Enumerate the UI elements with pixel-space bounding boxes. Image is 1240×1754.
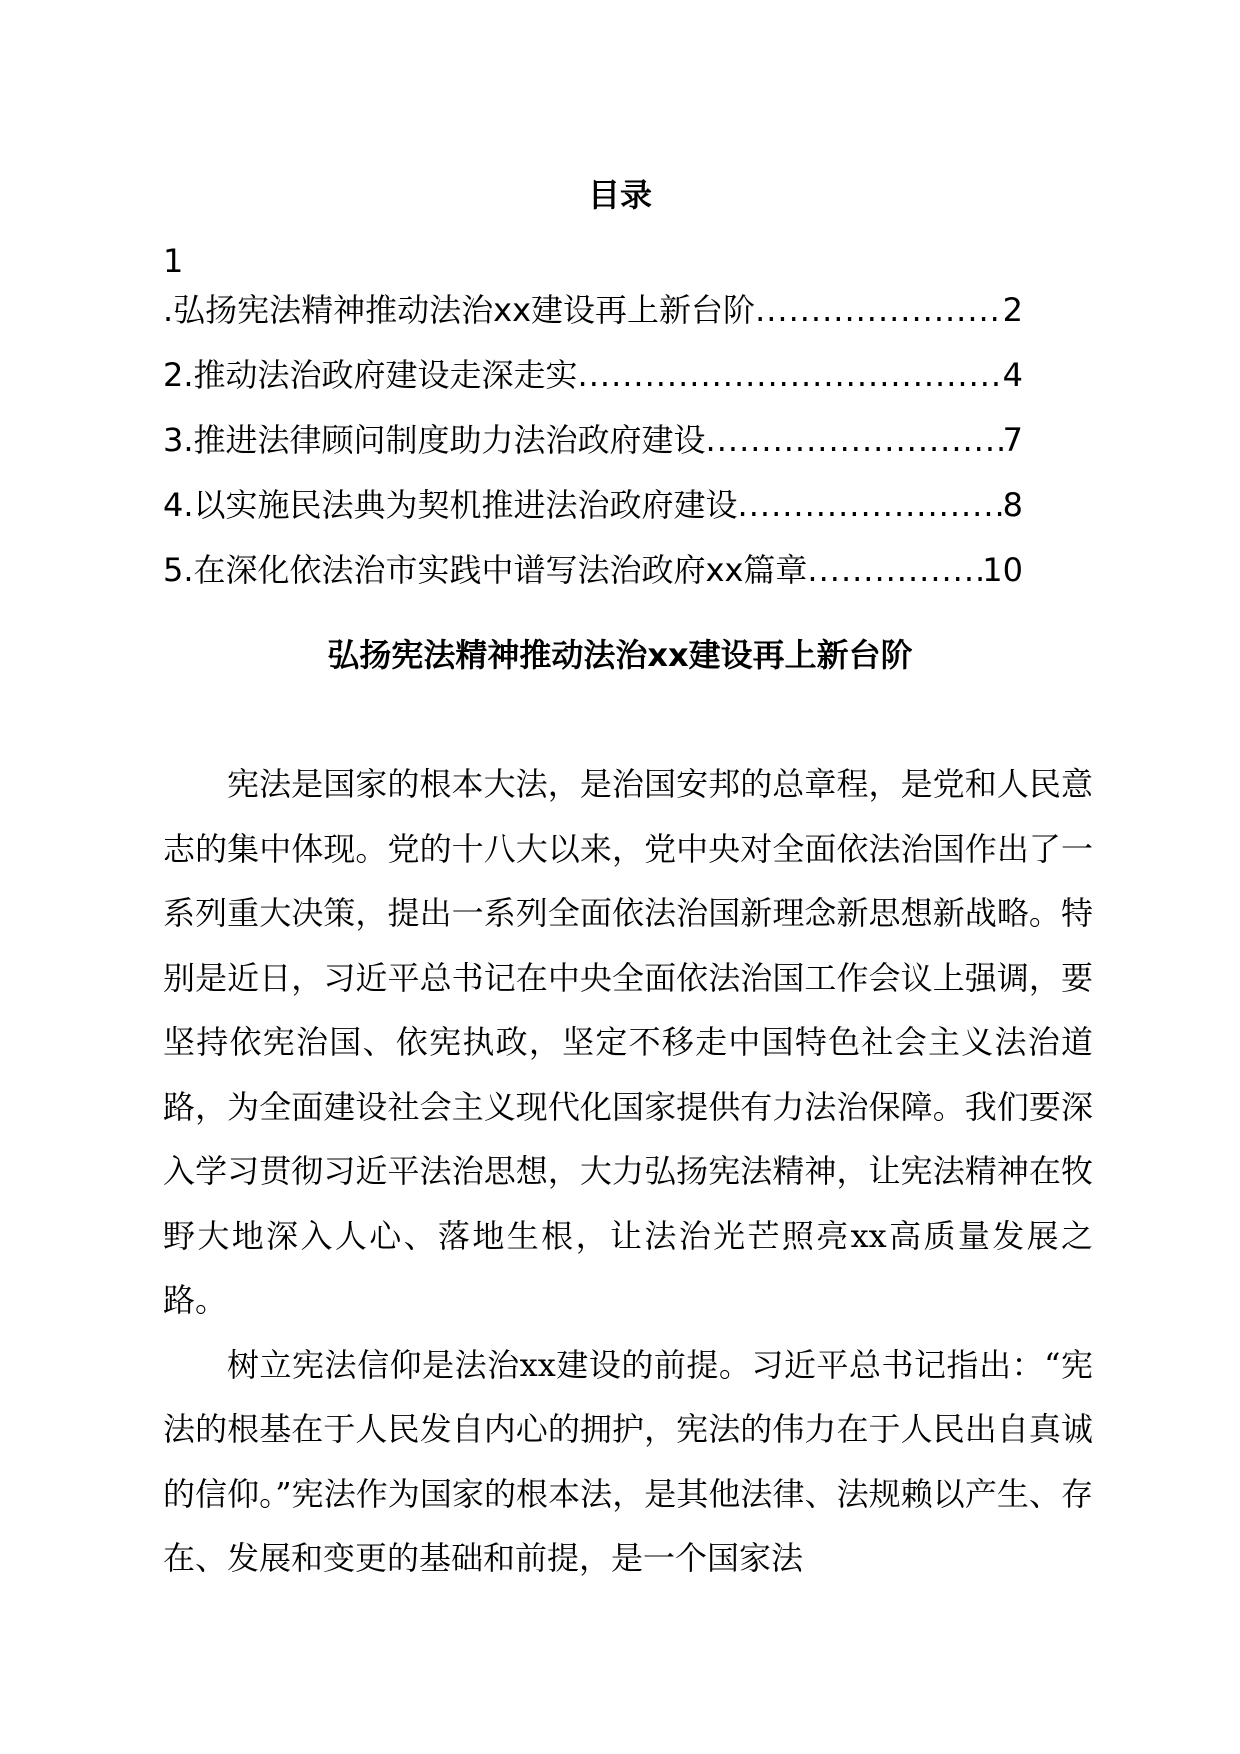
- toc-leader-dots: [706, 408, 1003, 473]
- toc-item-page: 7: [1002, 421, 1023, 459]
- toc-item-text: 2.推动法治政府建设走深走实: [163, 356, 578, 394]
- toc-item-text: 3.推进法律顾问制度助力法治政府建设: [163, 421, 706, 459]
- article-paragraph: 树立宪法信仰是法治xx建设的前提。习近平总书记指出：“宪法的根基在于人民发自内心的拥护，宪法的伟力在于人民出自真诚的信仰。”宪法作为国家的根本法，是其他法律、法规赖以产生、存在、发展和变更的基础和前提，是一个国家法: [163, 1345, 1093, 1577]
- toc-leader-dots: [738, 473, 1003, 538]
- toc-item-page: 4: [1002, 356, 1023, 394]
- toc-item-text: 5.在深化依法治市实践中谱写法治政府xx篇章: [163, 551, 808, 589]
- toc-title: 目录: [587, 176, 652, 214]
- toc-item-text: 4.以实施民法典为契机推进法治政府建设: [163, 486, 738, 524]
- article-title: 弘扬宪法精神推动法治xx建设再上新台阶: [327, 636, 913, 674]
- toc-item[interactable]: [163, 473, 1023, 538]
- toc-item[interactable]: [163, 408, 1023, 473]
- toc-item-text: .弘扬宪法精神推动法治xx建设再上新台阶: [163, 291, 756, 329]
- toc-leader-dots: [578, 343, 1003, 408]
- toc-leader-dots: [807, 538, 982, 603]
- article-body: [163, 752, 1093, 1591]
- toc-item-page: 2: [1002, 291, 1023, 329]
- toc-item[interactable]: [163, 343, 1023, 408]
- toc-item-page: 8: [1002, 486, 1023, 524]
- toc-item-page: 10: [982, 551, 1023, 589]
- toc-lead-number: 1: [163, 242, 184, 280]
- toc-item[interactable]: [163, 278, 1023, 343]
- article-paragraph: 宪法是国家的根本大法，是治国安邦的总章程，是党和人民意志的集中体现。党的十八大以来，党中央对全面依法治国作出了一系列重大决策，提出一系列全面依法治国新理念新思想新战略。特别是近日，习近平总书记在中央全面依法治国工作会议上强调，要坚持依宪治国、依宪执政，坚定不移走中国特色社会主义法治道路，为全面建设社会主义现代化国家提供有力法治保障。我们要深入学习贯彻习近平法治思想，大力弘扬宪法精神，让宪法精神在牧野大地深入人心、落地生根，让法治光芒照亮xx高质量发展之路。: [163, 765, 1093, 1319]
- toc-leader-dots: [755, 278, 1003, 343]
- table-of-contents: [163, 278, 1023, 603]
- toc-item[interactable]: [163, 538, 1023, 603]
